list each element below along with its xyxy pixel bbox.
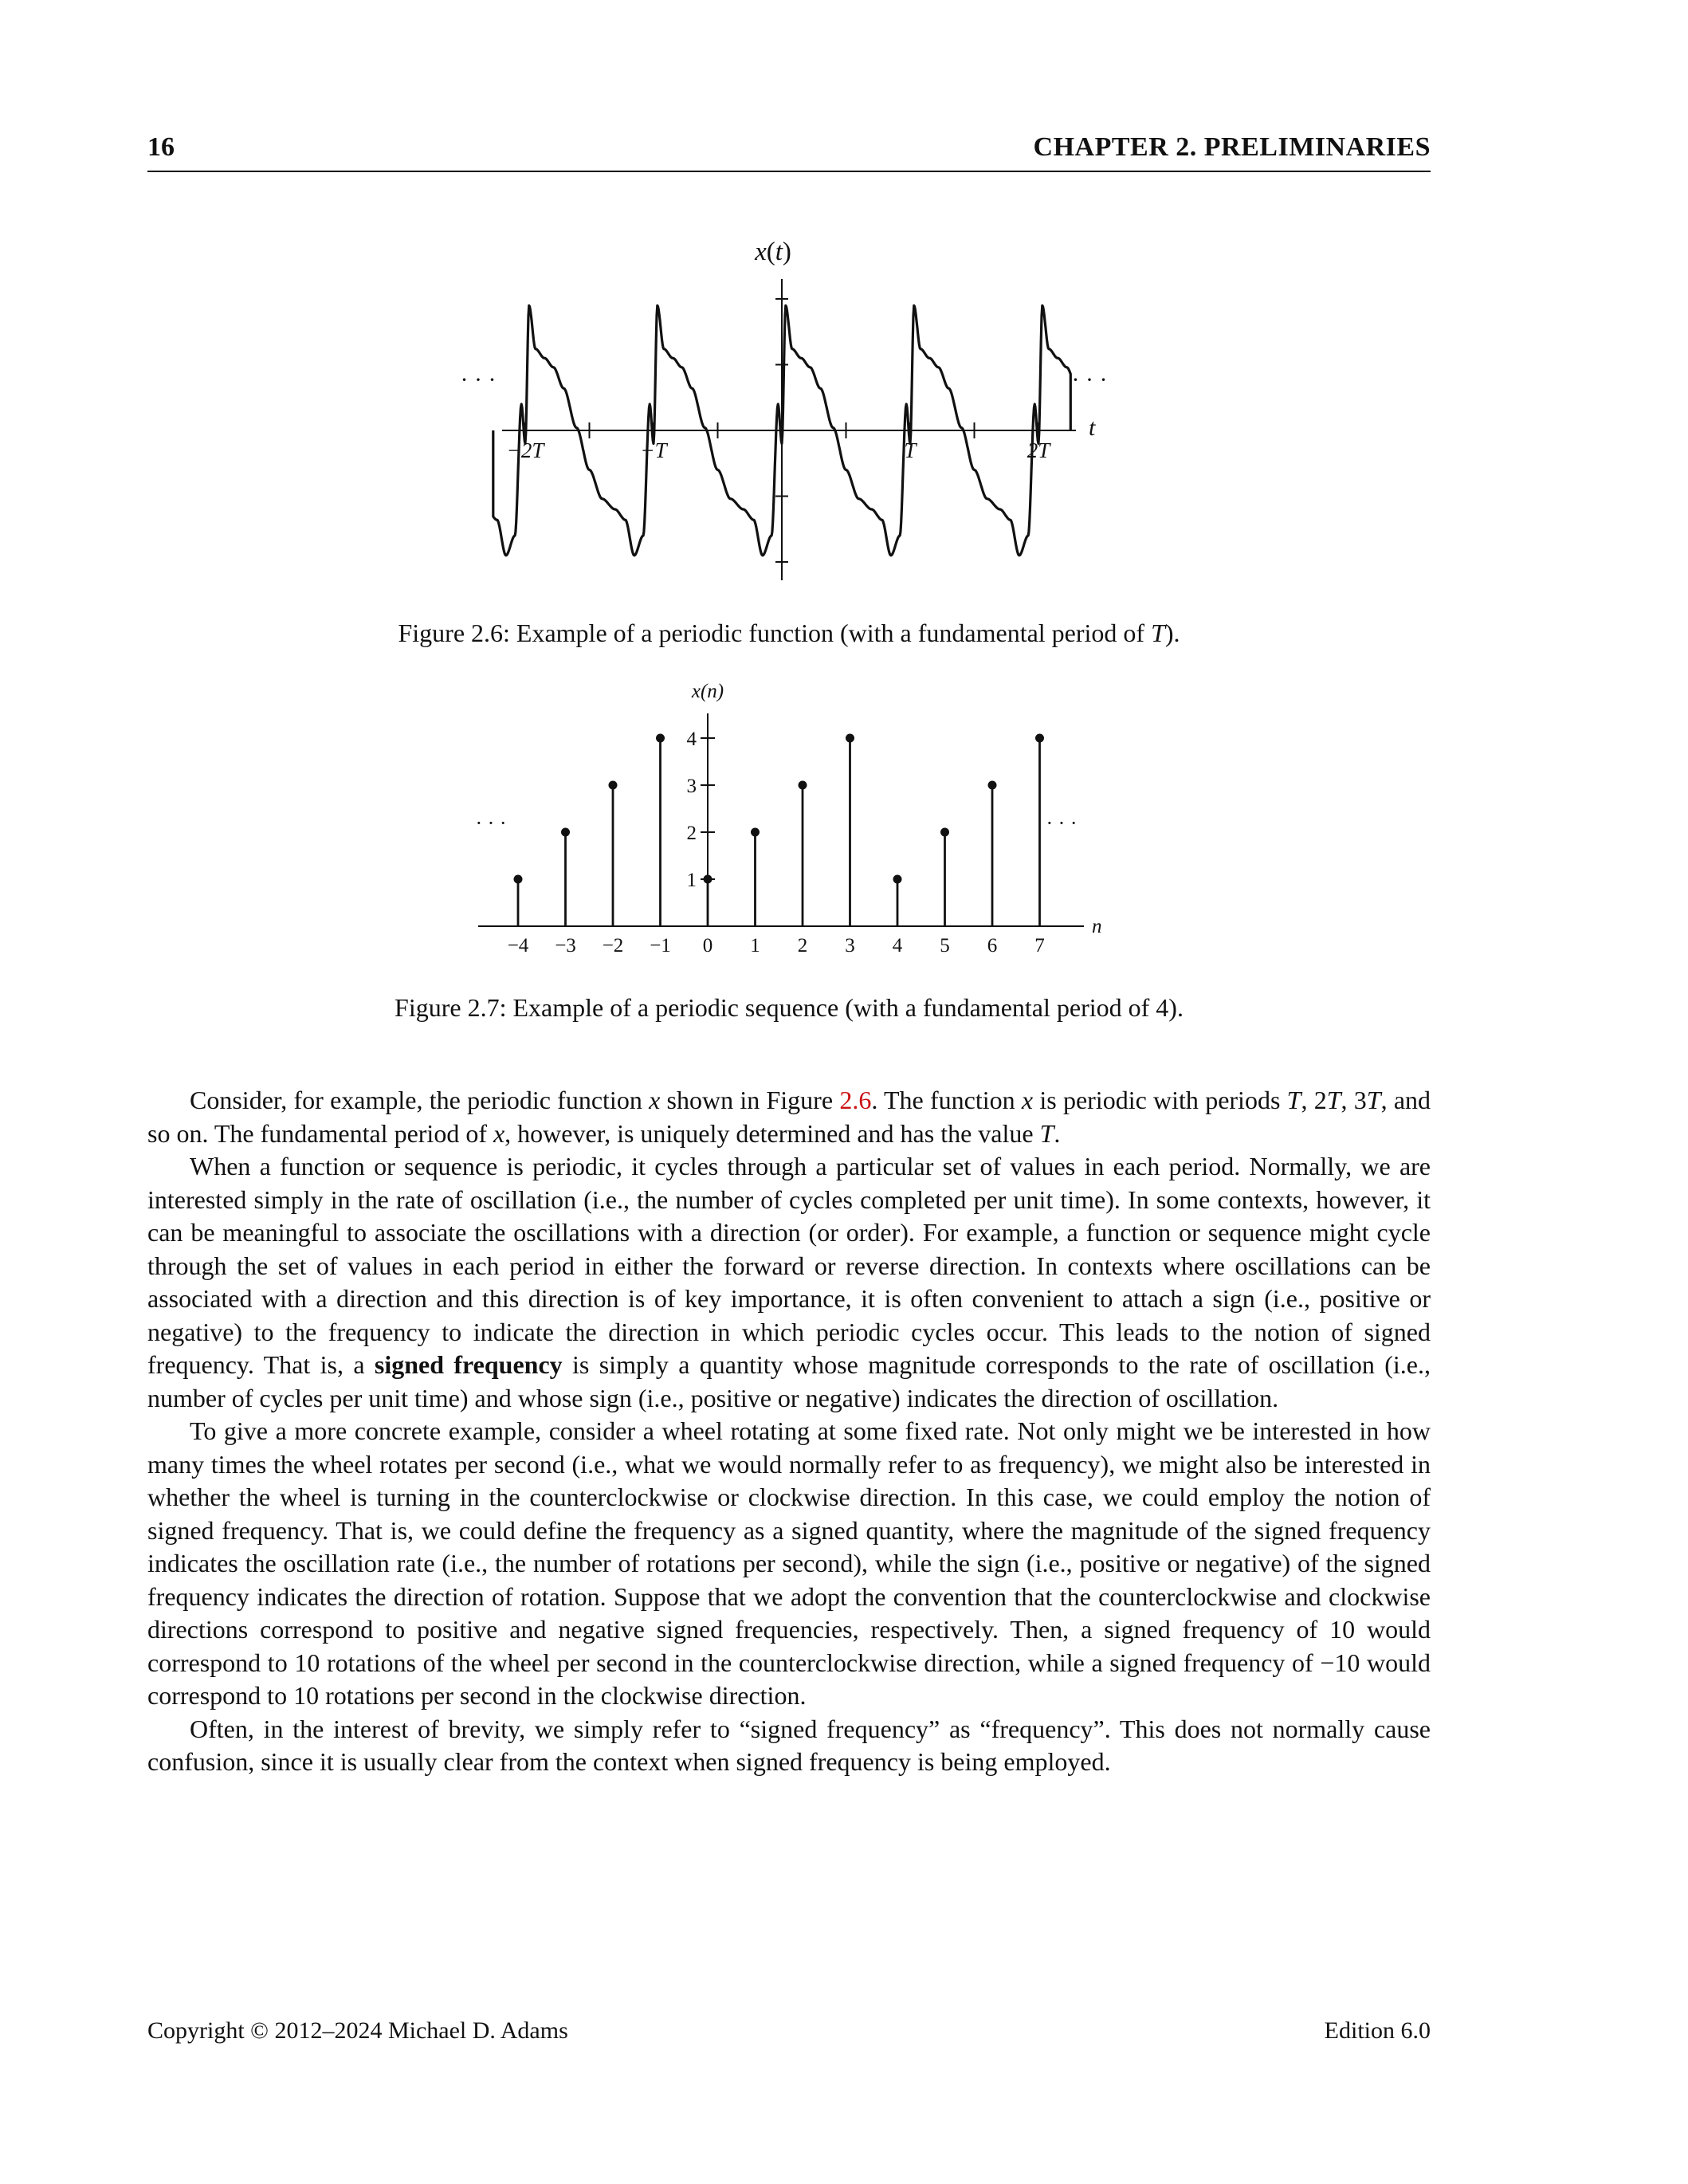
fig27-y-tick-label: 4 [686,729,697,750]
footer-copyright: Copyright © 2012–2024 Michael D. Adams [147,2017,568,2044]
fig26-ellipsis-left: · · · [460,367,497,393]
fig27-x-tick-label: 3 [845,935,855,956]
fig27-point-0 [704,875,712,884]
paragraph-1: Consider, for example, the periodic function x shown in Figure 2.6. The function x is periodic with periods T, 2T, 3T, and so on. The fundamental period of x, however, is uniquely determined and has the value T. [147,1086,1431,1148]
fig27-x-tick-label: 6 [987,935,998,956]
fig27-point-2 [799,781,807,790]
fig27-y-tick-label: 3 [686,776,697,797]
fig27-x-tick-label: −3 [555,935,576,956]
fig27-x-axis-label: n [1092,916,1102,937]
fig27-y-label: x(n) [691,682,724,702]
figure-2-7 [462,682,1124,976]
figure-2-6 [446,230,1148,604]
running-head: CHAPTER 2. PRELIMINARIES [1033,132,1431,162]
paragraph-2: When a function or sequence is periodic, it cycles through a particular set of values in each period. Normally, we are interested simply in the rate of oscillation (i.e., the number of cycles completed per unit time). In some contexts, however, it can be meaningful to associate the oscillations with a direction (or order). For example, a function or sequence might cycle through the set of values in each period in either the forward or reverse direction. In contexts where oscillations can be associated with a direction and this direction is of key importance, it is often convenient to attach a sign (i.e., positive or negative) to the frequency to indicate the direction in which periodic cycles occur. This leads to the notion of signed frequency. That is, a signed frequency is simply a quantity whose magnitude corresponds to the rate of oscillation (i.e., number of cycles per unit time) and whose sign (i.e., positive or negative) indicates the direction of oscillation. [147,1152,1431,1412]
fig27-x-tick-labels [508,935,1045,956]
fig27-x-tick-label: 4 [892,935,903,956]
fig26-x-axis-label: t [1089,414,1096,441]
fig27-y-tick-label: 2 [686,823,697,844]
body-text [147,1084,1431,1779]
fig27-x-tick-label: −4 [507,935,529,956]
fig26-x-tick-label: 2T [1027,438,1050,462]
fig27-point-6 [988,781,997,790]
fig27-point-5 [940,828,949,837]
fig27-point--4 [514,875,523,884]
fig27-point--1 [656,734,665,743]
header-rule [147,171,1431,172]
fig27-x-tick-label: 0 [702,935,713,956]
term-signed-frequency: signed frequency [374,1350,563,1379]
paragraph-3: To give a more concrete example, consider a wheel rotating at some fixed rate. Not only might we be interested in how many times the wheel rotates per second (i.e., what we would normally refer to as frequency), we might also be interested in whether the wheel is turning in the counterclockwise or clockwise direction. In this case, we could employ the notion of signed frequency. That is, we could define the frequency as a signed quantity, where the magnitude of the signed frequency indicates the oscillation rate (i.e., the number of rotations per second), while the sign (i.e., positive or negative) of the signed frequency indicates the direction of rotation. Suppose that we adopt the convention that the counterclockwise and clockwise directions correspond to positive and negative signed frequencies, respectively. Then, a signed frequency of 10 would correspond to 10 rotations of the wheel per second in the counterclockwise direction, while a signed frequency of −10 would correspond to 10 rotations per second in the clockwise direction. [147,1416,1431,1710]
fig27-y-tick-label: 1 [686,870,697,891]
fig27-ellipsis-right: · · · [1046,811,1078,835]
fig27-x-tick-label: −1 [650,935,671,956]
footer-edition: Edition 6.0 [1324,2017,1431,2044]
fig27-x-tick-label: −2 [602,935,624,956]
fig26-x-tick-label: T [904,438,917,462]
paragraph-4: Often, in the interest of brevity, we simply refer to “signed frequency” as “frequency”. This does not normally cause confusion, since it is usually clear from the context when signed frequency is being employed. [147,1714,1431,1776]
fig26-x-tick-label: −2T [506,438,544,462]
fig27-x-tick-label: 2 [797,935,808,956]
fig27-x-tick-label: 1 [750,935,760,956]
page-number: 16 [147,132,175,162]
fig27-point-3 [846,734,854,743]
fig26-y-label: x(t) [755,238,791,266]
figure-2-7-caption: Figure 2.7: Example of a periodic sequence (with a fundamental period of 4). [395,993,1184,1022]
fig27-y-ticks [687,729,716,891]
fig26-x-tick-label: −T [640,438,667,462]
fig27-x-tick-label: 7 [1034,935,1045,956]
fig27-point-1 [751,828,760,837]
figure-2-6-link[interactable]: 2.6 [839,1086,872,1114]
fig27-point-4 [893,875,902,884]
fig27-x-tick-label: 5 [940,935,950,956]
figure-2-6-caption: Figure 2.6: Example of a periodic function (with a fundamental period of T). [398,619,1180,647]
fig27-point-7 [1035,734,1044,743]
fig27-ellipsis-left: · · · [475,811,507,835]
fig27-stems [514,734,1045,927]
fig27-point--3 [561,828,570,837]
fig27-point--2 [609,781,618,790]
fig26-ellipsis-right: · · · [1071,367,1108,393]
